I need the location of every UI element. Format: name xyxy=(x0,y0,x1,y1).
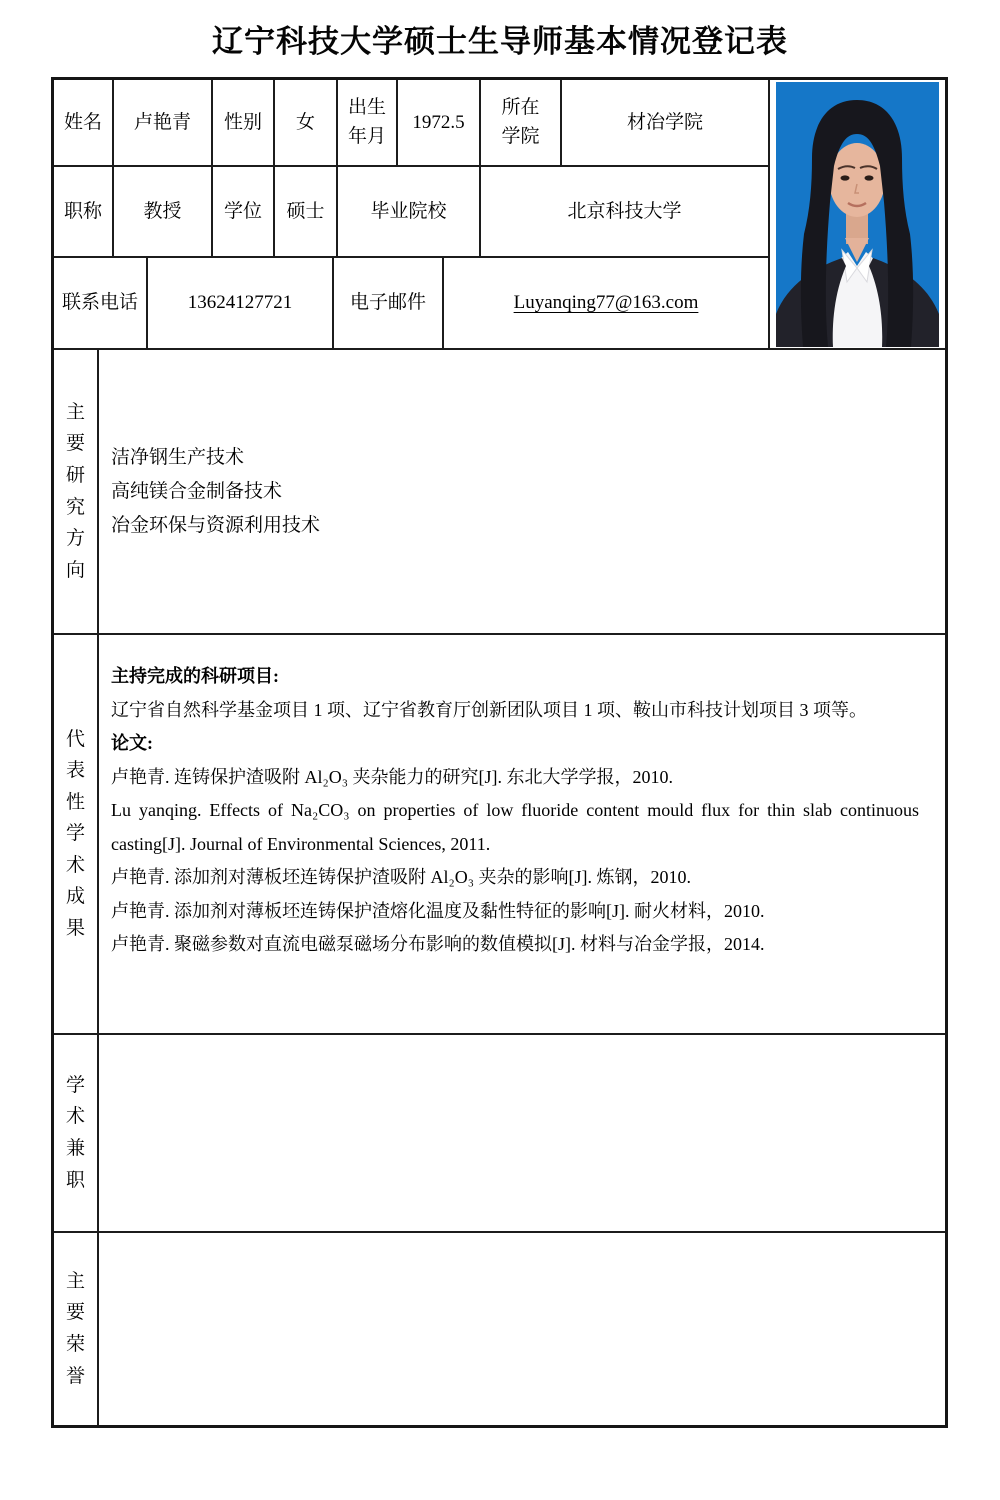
name-value: 卢艳青 xyxy=(133,111,191,133)
college-label-cell xyxy=(481,80,562,167)
college-value: 材冶学院 xyxy=(626,111,703,133)
phone-label-cell xyxy=(54,258,148,350)
research-directions-content-cell xyxy=(99,350,945,635)
email-label-cell xyxy=(334,258,444,350)
job-title-label: 职称 xyxy=(63,200,102,222)
phone-value-cell xyxy=(148,258,334,350)
achievements-label: 代表性学术成果 xyxy=(65,728,85,939)
graduate-school-label-cell xyxy=(338,167,481,258)
graduate-school-value: 北京科技大学 xyxy=(567,200,682,222)
research-directions-label: 主要研究方向 xyxy=(65,401,85,581)
gender-label-cell xyxy=(213,80,275,167)
paper-item: 卢艳青. 聚磁参数对直流电磁泵磁场分布影响的数值模拟[J]. 材料与冶金学报，2014. xyxy=(111,934,765,954)
research-direction-item: 冶金环保与资源利用技术 xyxy=(111,514,321,536)
photo-cell xyxy=(770,80,945,350)
papers-heading: 论文: xyxy=(111,733,153,753)
research-directions-label-cell xyxy=(54,350,99,635)
achievements-content-cell xyxy=(99,635,945,1035)
name-label: 姓名 xyxy=(63,111,102,133)
honors-label-cell xyxy=(54,1233,99,1425)
registration-table xyxy=(51,77,948,1428)
research-directions-list xyxy=(99,441,320,543)
name-value-cell xyxy=(114,80,213,167)
degree-label-cell xyxy=(213,167,275,258)
birth-value-cell xyxy=(398,80,481,167)
academic-positions-label-cell xyxy=(54,1035,99,1233)
job-title-value: 教授 xyxy=(143,200,182,222)
honors-label: 主要荣誉 xyxy=(65,1270,85,1387)
degree-value: 硕士 xyxy=(286,200,325,222)
degree-label: 学位 xyxy=(223,200,262,222)
gender-value: 女 xyxy=(295,111,315,133)
achievements-body xyxy=(99,635,945,962)
email-value-cell xyxy=(444,258,770,350)
paper-item: 卢艳青. 连铸保护渣吸附 Al₂O₃ 夹杂能力的研究[J]. 东北大学学报，2010. xyxy=(111,766,674,787)
gender-value-cell xyxy=(275,80,338,167)
research-direction-item: 洁净钢生产技术 xyxy=(111,446,245,468)
birth-value: 1972.5 xyxy=(412,111,465,133)
email-label: 电子邮件 xyxy=(349,292,426,314)
paper-item: Lu yanqing. Effects of Na₂CO₃ on properties of low fluoride content mould flux for thin slab continuous casting[J]. Journal of Environmental Sciences, 2011. xyxy=(111,800,919,854)
phone-label: 联系电话 xyxy=(61,292,138,314)
graduate-school-label: 毕业院校 xyxy=(370,200,447,222)
email-link[interactable]: Luyanqing77@163.com xyxy=(513,292,699,314)
graduate-school-value-cell xyxy=(481,167,770,258)
research-direction-item: 高纯镁合金制备技术 xyxy=(111,480,283,502)
profile-photo xyxy=(776,82,939,347)
job-title-value-cell xyxy=(114,167,213,258)
honors-content-cell xyxy=(99,1233,945,1425)
phone-value: 13624127721 xyxy=(187,292,293,314)
name-label-cell xyxy=(54,80,114,167)
academic-positions-content-cell xyxy=(99,1035,945,1233)
gender-label: 性别 xyxy=(223,111,262,133)
projects-text: 辽宁省自然科学基金项目 1 项、辽宁省教育厅创新团队项目 1 项、鞍山市科技计划项目 3 项等。 xyxy=(111,699,867,720)
paper-item: 卢艳青. 添加剂对薄板坯连铸保护渣吸附 Al₂O₃ 夹杂的影响[J]. 炼钢，2010. xyxy=(111,867,692,887)
birth-label-cell xyxy=(338,80,398,167)
degree-value-cell xyxy=(275,167,338,258)
college-value-cell xyxy=(562,80,770,167)
page-title: 辽宁科技大学硕士生导师基本情况登记表 xyxy=(212,24,788,59)
paper-item: 卢艳青. 添加剂对薄板坯连铸保护渣熔化温度及黏性特征的影响[J]. 耐火材料，2010. xyxy=(111,900,765,921)
college-label: 所在学院 xyxy=(501,97,540,147)
academic-positions-label: 学术兼职 xyxy=(65,1074,85,1191)
birth-label: 出生年月 xyxy=(347,97,386,147)
achievements-label-cell xyxy=(54,635,99,1035)
job-title-label-cell xyxy=(54,167,114,258)
projects-heading: 主持完成的科研项目: xyxy=(111,666,279,686)
